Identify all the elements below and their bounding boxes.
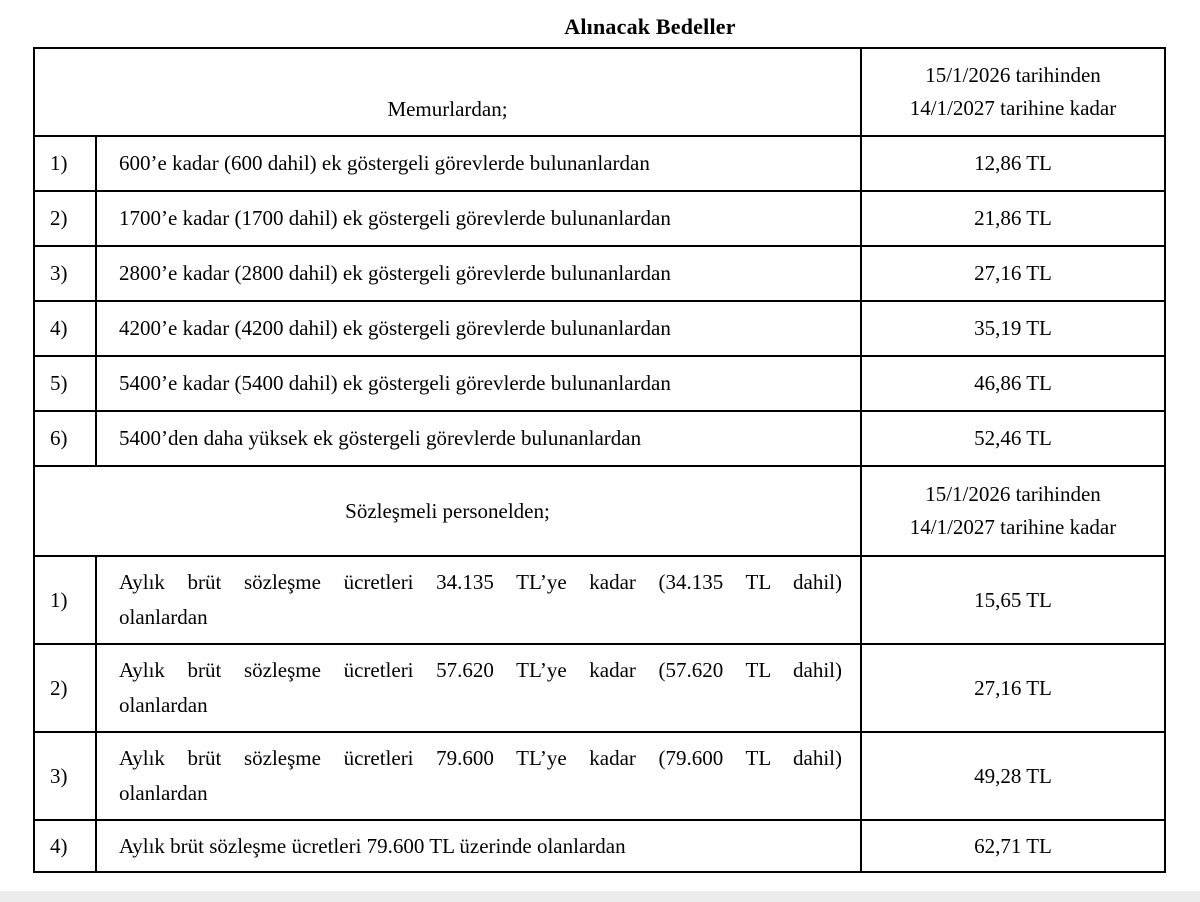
fees-table [33,47,1166,873]
description-line-2: olanlardan [119,693,208,717]
description-line-2: olanlardan [119,781,208,805]
document-page [0,14,1200,902]
description-line-1: Aylık brüt sözleşme ücretleri 79.600 TL’ye kadar (79.600 TL dahil) [119,746,842,770]
row-number: 6) [34,411,96,466]
table-row [34,301,1165,356]
row-value: 27,16 TL [861,644,1165,732]
row-value: 12,86 TL [861,136,1165,191]
row-description: 1700’e kadar (1700 dahil) ek göstergeli görevlerde bulunanlardan [96,191,861,246]
row-description [96,556,861,644]
row-number: 4) [34,820,96,872]
row-description [96,732,861,820]
row-number: 1) [34,136,96,191]
table-row [34,556,1165,644]
row-value: 35,19 TL [861,301,1165,356]
period-line-1: 15/1/2026 tarihinden [925,63,1101,87]
row-number: 2) [34,191,96,246]
table-row [34,246,1165,301]
description-line-1: Aylık brüt sözleşme ücretleri 57.620 TL’ye kadar (57.620 TL dahil) [119,658,842,682]
table-row [34,411,1165,466]
section-header-row [34,466,1165,556]
table-row [34,191,1165,246]
row-number: 2) [34,644,96,732]
row-number: 3) [34,732,96,820]
row-description: 4200’e kadar (4200 dahil) ek göstergeli görevlerde bulunanlardan [96,301,861,356]
period-line-1: 15/1/2026 tarihinden [925,482,1101,506]
period-header [861,466,1165,556]
row-value: 27,16 TL [861,246,1165,301]
table-row [34,820,1165,872]
row-number: 1) [34,556,96,644]
row-number: 4) [34,301,96,356]
row-description: Aylık brüt sözleşme ücretleri 79.600 TL üzerinde olanlardan [96,820,861,872]
row-description: 2800’e kadar (2800 dahil) ek göstergeli görevlerde bulunanlardan [96,246,861,301]
row-description: 600’e kadar (600 dahil) ek göstergeli görevlerde bulunanlardan [96,136,861,191]
description-line-2: olanlardan [119,605,208,629]
period-line-2: 14/1/2027 tarihine kadar [909,515,1117,539]
row-number: 5) [34,356,96,411]
row-value: 46,86 TL [861,356,1165,411]
row-value: 15,65 TL [861,556,1165,644]
row-description: 5400’e kadar (5400 dahil) ek göstergeli görevlerde bulunanlardan [96,356,861,411]
section-label-memurlardan: Memurlardan; [34,48,861,136]
table-row [34,356,1165,411]
row-value: 21,86 TL [861,191,1165,246]
row-description: 5400’den daha yüksek ek göstergeli görevlerde bulunanlardan [96,411,861,466]
period-line-2: 14/1/2027 tarihine kadar [909,96,1117,120]
row-value: 49,28 TL [861,732,1165,820]
page-bottom-edge [0,891,1200,902]
page-title: Alınacak Bedeller [564,14,736,39]
row-value: 62,71 TL [861,820,1165,872]
row-number: 3) [34,246,96,301]
section-header-row [34,48,1165,136]
row-value: 52,46 TL [861,411,1165,466]
table-row [34,644,1165,732]
table-row [34,732,1165,820]
table-row [34,136,1165,191]
period-header [861,48,1165,136]
row-description [96,644,861,732]
section-label-sozlesmeli: Sözleşmeli personelden; [34,466,861,556]
description-line-1: Aylık brüt sözleşme ücretleri 34.135 TL’ye kadar (34.135 TL dahil) [119,570,842,594]
